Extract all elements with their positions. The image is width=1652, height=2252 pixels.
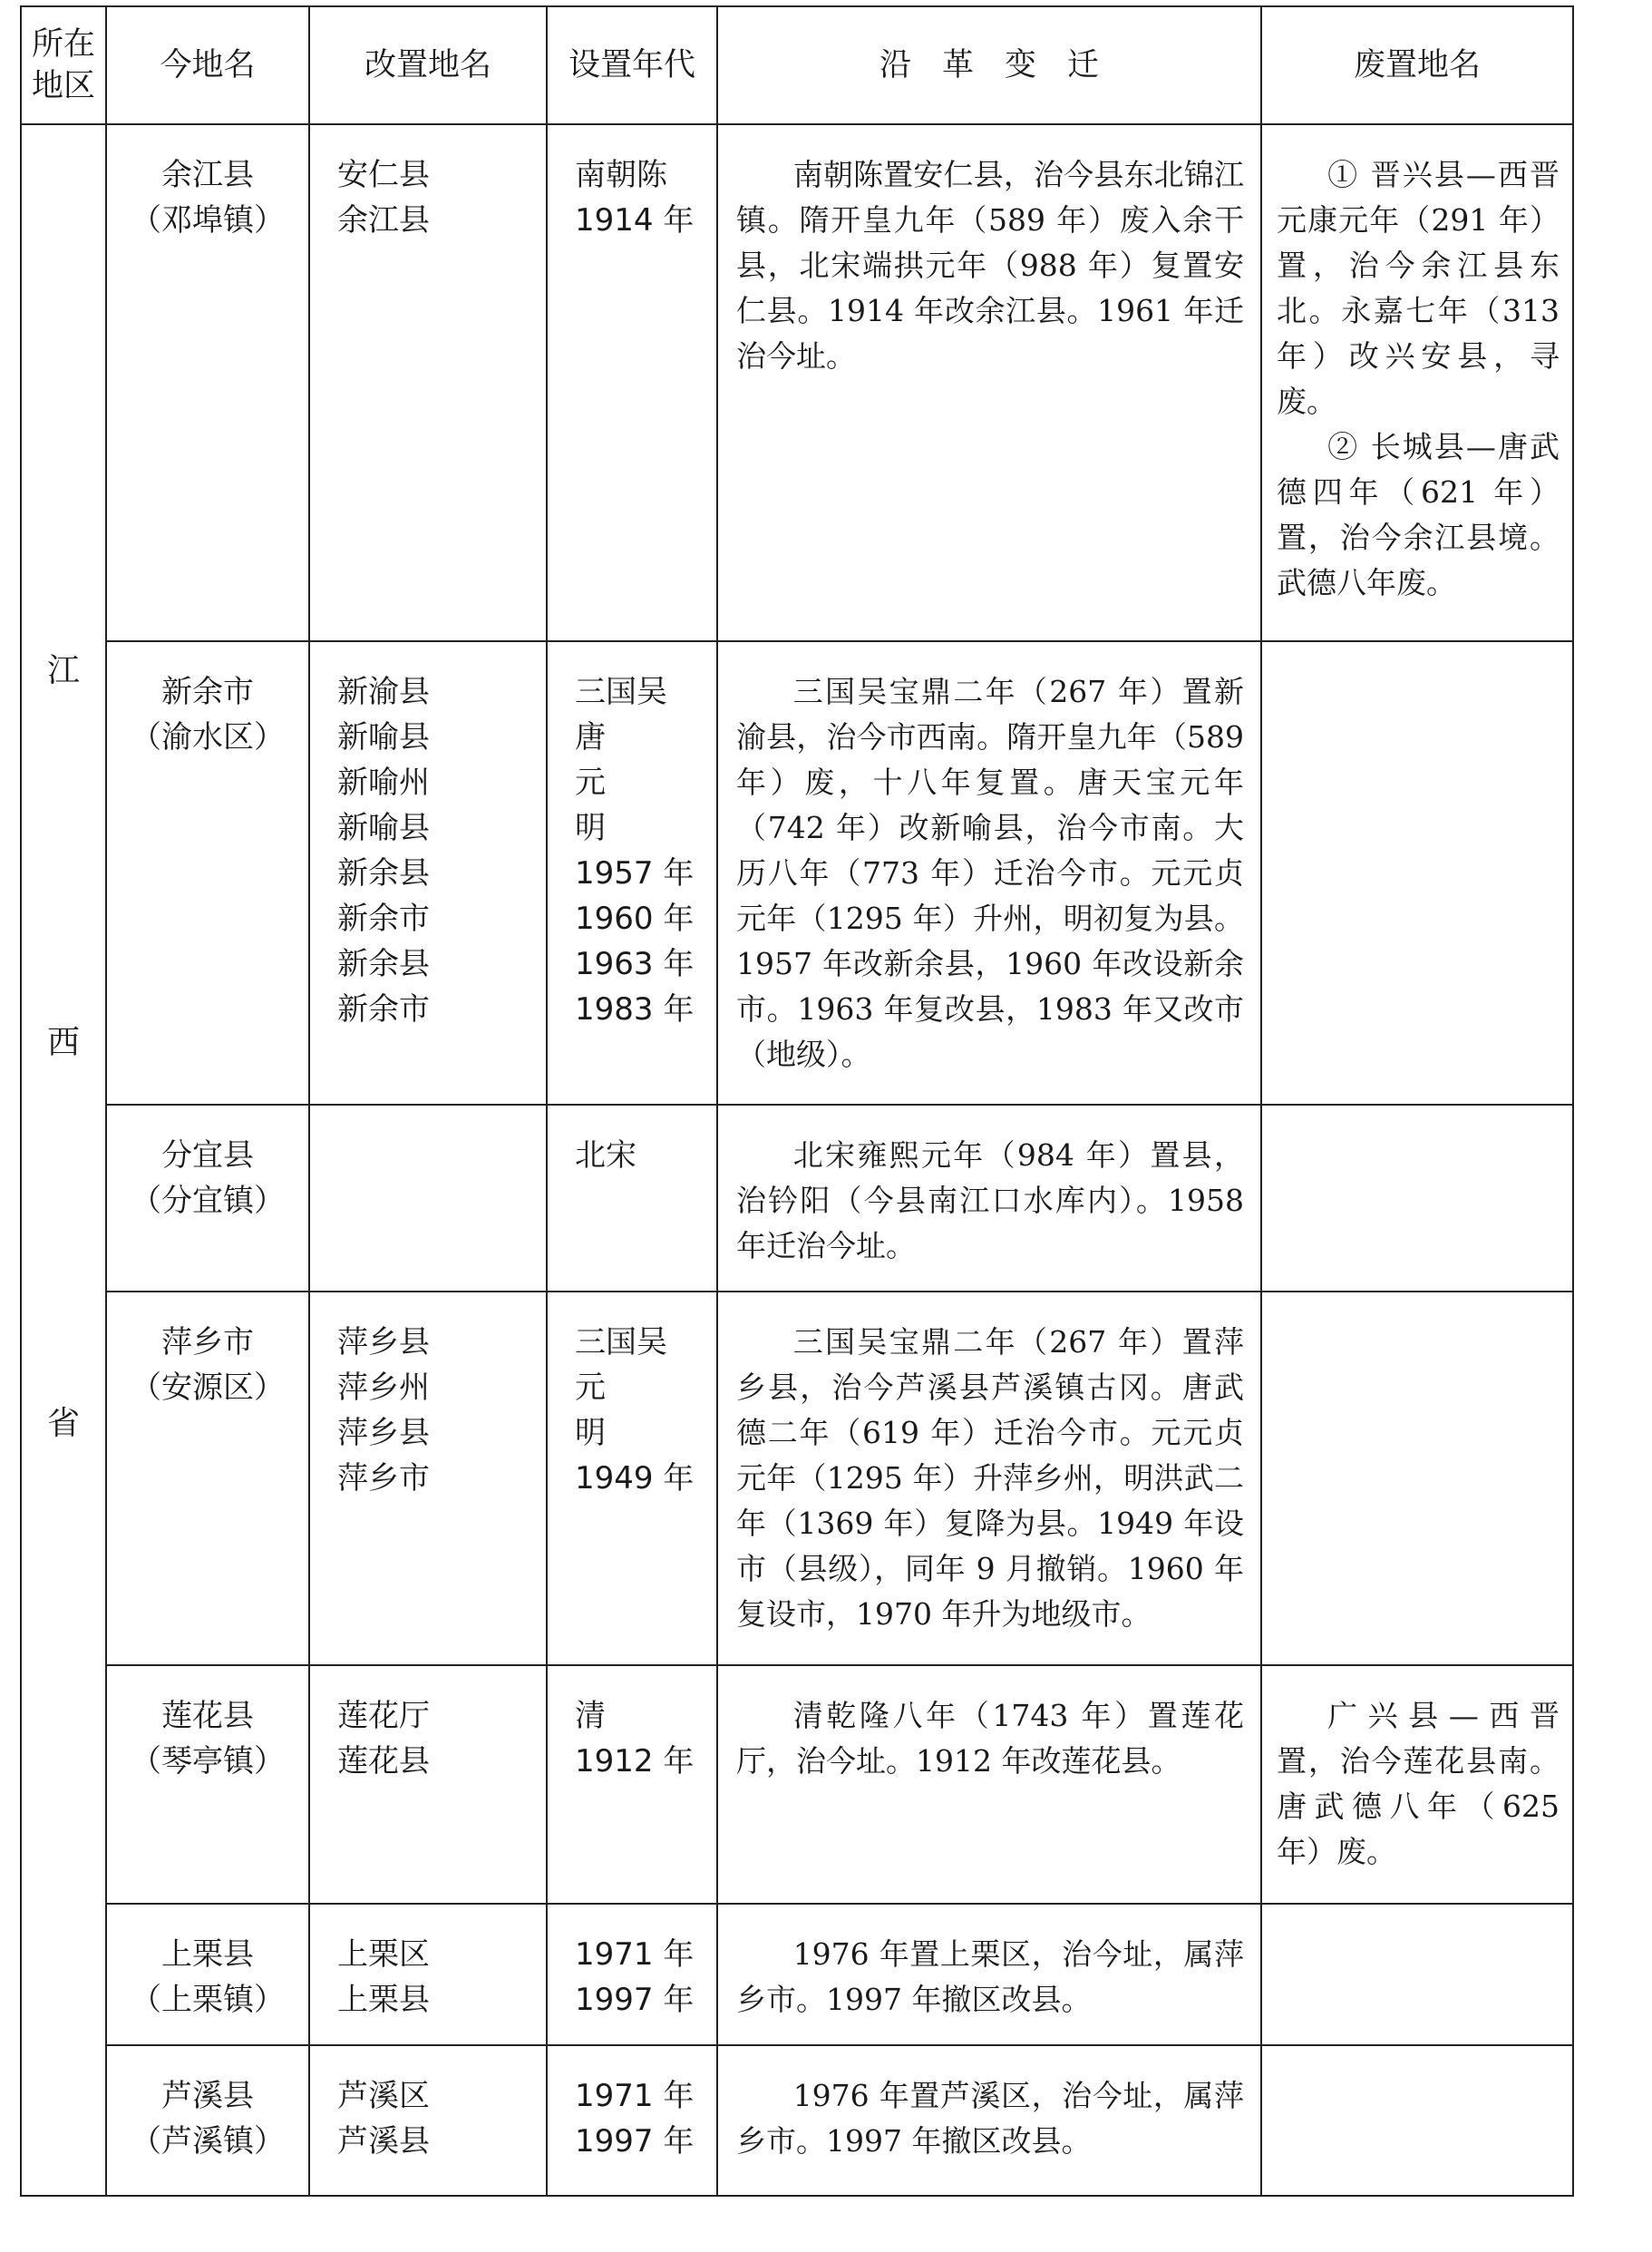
established-line: 元 xyxy=(575,765,606,802)
current-name-line: 余江县 xyxy=(161,157,254,193)
established-line: 北宋 xyxy=(575,1136,637,1174)
renamed-line: 萍乡县 xyxy=(337,1324,430,1361)
renamed-line: 萍乡县 xyxy=(337,1415,430,1452)
abolished-entry: ① 晋兴县—西晋元康元年（291 年）置，治今余江县东北。永嘉七年（313 年）改兴安县，寻废。 xyxy=(1277,157,1560,419)
history-cell xyxy=(717,1292,1261,1665)
renamed-line: 安仁县 xyxy=(337,157,430,193)
established-line: 1983 年 xyxy=(575,991,695,1029)
renamed-cell xyxy=(309,1105,547,1292)
renamed-cell xyxy=(309,124,547,641)
abolished-cell xyxy=(1261,1292,1573,1665)
history-cell xyxy=(717,1665,1261,1903)
history-cell xyxy=(717,641,1261,1104)
header-established xyxy=(547,6,717,124)
current-name-cell xyxy=(106,641,309,1104)
current-name-line: 上栗县 xyxy=(161,1935,254,1973)
established-line: 唐 xyxy=(575,719,606,756)
header-abolished xyxy=(1261,6,1573,124)
abolished-cell xyxy=(1261,1904,1573,2045)
current-name-line: 分宜县 xyxy=(161,1136,254,1174)
renamed-line: 新余县 xyxy=(337,946,430,983)
renamed-line: 新余市 xyxy=(337,901,430,938)
abolished-cell xyxy=(1261,641,1573,1104)
established-line: 1949 年 xyxy=(575,1460,695,1497)
established-line: 1997 年 xyxy=(575,2122,695,2159)
renamed-line: 新渝县 xyxy=(337,674,430,711)
established-cell xyxy=(547,1665,717,1903)
current-name-cell xyxy=(106,1904,309,2045)
current-name-line: 新余市 xyxy=(161,674,254,711)
current-name-line: （渝水区） xyxy=(131,719,285,756)
renamed-cell xyxy=(309,1904,547,2045)
renamed-line: 余江县 xyxy=(337,202,430,239)
table-row xyxy=(21,641,1573,1104)
region-char: 省 xyxy=(46,1405,80,1442)
established-cell xyxy=(547,1904,717,2045)
gazetteer-table xyxy=(20,5,1574,2197)
abolished-cell xyxy=(1261,2045,1573,2196)
header-region xyxy=(21,6,106,124)
current-name-line: 芦溪县 xyxy=(161,2077,254,2114)
abolished-entry: 广兴县—西晋置，治今莲花县南。唐武德八年（625 年）废。 xyxy=(1277,1698,1560,1870)
history-cell xyxy=(717,1105,1261,1292)
renamed-line: 莲花厅 xyxy=(337,1698,430,1735)
header-current-name xyxy=(106,6,309,124)
current-name-cell xyxy=(106,124,309,641)
renamed-cell xyxy=(309,641,547,1104)
renamed-line: 萍乡市 xyxy=(337,1460,430,1497)
header-abolished-text: 废置地名 xyxy=(1353,47,1481,83)
current-name-cell xyxy=(106,1665,309,1903)
history-text: 1976 年置上栗区，治今址，属萍乡市。1997 年撤区改县。 xyxy=(736,1935,1244,2017)
established-line: 1960 年 xyxy=(575,901,695,938)
renamed-cell xyxy=(309,1292,547,1665)
current-name-cell xyxy=(106,2045,309,2196)
history-text: 清乾隆八年（1743 年）置莲花厅，治今址。1912 年改莲花县。 xyxy=(736,1698,1244,1779)
established-line: 1957 年 xyxy=(575,855,695,892)
renamed-line: 新余市 xyxy=(337,991,430,1029)
current-name-line: （上栗镇） xyxy=(131,1981,285,2018)
abolished-cell xyxy=(1261,1105,1573,1292)
established-line: 1997 年 xyxy=(575,1981,695,2018)
table-row xyxy=(21,1292,1573,1665)
region-label xyxy=(22,125,105,2195)
renamed-line: 新喻县 xyxy=(337,719,430,756)
header-established-text: 设置年代 xyxy=(568,47,695,83)
renamed-line: 上栗区 xyxy=(337,1935,430,1973)
established-line: 南朝陈 xyxy=(575,157,667,193)
current-name-line: （邓埠镇） xyxy=(131,202,285,239)
renamed-cell xyxy=(309,2045,547,2196)
header-renamed-text: 改置地名 xyxy=(364,47,491,83)
region-char: 江 xyxy=(46,652,80,689)
established-cell xyxy=(547,124,717,641)
table-row xyxy=(21,1904,1573,2045)
established-cell xyxy=(547,2045,717,2196)
history-text: 南朝陈置安仁县，治今县东北锦江镇。隋开皇九年（589 年）废入余干县，北宋端拱元年（988 年）复置安仁县。1914 年改余江县。1961 年迁治今址。 xyxy=(736,157,1244,374)
region-char: 西 xyxy=(46,1024,80,1061)
region-cell xyxy=(21,124,106,2196)
table-row xyxy=(21,1105,1573,1292)
renamed-line: 上栗县 xyxy=(337,1981,430,2018)
abolished-cell xyxy=(1261,1665,1573,1903)
history-text: 1976 年置芦溪区，治今址，属萍乡市。1997 年撤区改县。 xyxy=(736,2077,1244,2159)
history-text: 北宋雍熙元年（984 年）置县，治钤阳（今县南江口水库内）。1958 年迁治今址。 xyxy=(736,1136,1244,1263)
table-row xyxy=(21,1665,1573,1903)
established-cell xyxy=(547,641,717,1104)
table-row xyxy=(21,124,1573,641)
renamed-cell xyxy=(309,1665,547,1903)
history-cell xyxy=(717,1904,1261,2045)
established-line: 元 xyxy=(575,1370,606,1407)
established-line: 1912 年 xyxy=(575,1743,695,1780)
current-name-line: （分宜镇） xyxy=(131,1182,285,1219)
established-line: 清 xyxy=(575,1698,606,1735)
renamed-line: 新喻县 xyxy=(337,810,430,847)
header-history xyxy=(717,6,1261,124)
header-row xyxy=(21,6,1573,124)
history-text: 三国吴宝鼎二年（267 年）置萍乡县，治今芦溪县芦溪镇古冈。唐武德二年（619 年）迁治今市。元元贞元年（1295 年）升萍乡州，明洪武二年（1369 年）复降为县。1949 年设市（县级），同年 9 月撤销。1960 年复设市，1970 年升为地级市。 xyxy=(736,1324,1244,1633)
established-line: 1963 年 xyxy=(575,946,695,983)
renamed-line: 芦溪县 xyxy=(337,2122,430,2159)
header-history-text: 沿革变迁 xyxy=(879,47,1130,83)
current-name-line: （琴亭镇） xyxy=(131,1743,285,1780)
established-line: 明 xyxy=(575,1415,606,1452)
established-line: 1971 年 xyxy=(575,1935,695,1973)
established-cell xyxy=(547,1292,717,1665)
abolished-entry: ② 长城县—唐武德四年（621 年）置，治今余江县境。武德八年废。 xyxy=(1277,429,1560,600)
header-current-name-text: 今地名 xyxy=(160,47,256,83)
current-name-line: （芦溪镇） xyxy=(131,2122,285,2159)
current-name-line: （安源区） xyxy=(131,1370,285,1407)
renamed-line: 新余县 xyxy=(337,855,430,892)
abolished-cell xyxy=(1261,124,1573,641)
header-renamed xyxy=(309,6,547,124)
established-line: 三国吴 xyxy=(575,1324,667,1361)
history-text: 三国吴宝鼎二年（267 年）置新渝县，治今市西南。隋开皇九年（589 年）废，十八年复置。唐天宝元年（742 年）改新喻县，治今市南。大历八年（773 年）迁治今市。元元贞元年（1295 年）升州，明初复为县。1957 年改新余县，1960 年改设新余市。1963 年复改县，1983 年又改市（地级）。 xyxy=(736,674,1244,1073)
current-name-cell xyxy=(106,1292,309,1665)
established-line: 1971 年 xyxy=(575,2077,695,2114)
renamed-line: 新喻州 xyxy=(337,765,430,802)
history-cell xyxy=(717,124,1261,641)
renamed-line: 芦溪区 xyxy=(337,2077,430,2114)
header-region-line-1: 所在 xyxy=(31,26,95,63)
renamed-line: 莲花县 xyxy=(337,1743,430,1780)
established-line: 明 xyxy=(575,810,606,847)
established-line: 三国吴 xyxy=(575,674,667,711)
current-name-cell xyxy=(106,1105,309,1292)
table-row xyxy=(21,2045,1573,2196)
established-cell xyxy=(547,1105,717,1292)
header-region-line-2: 地区 xyxy=(31,68,95,104)
current-name-line: 莲花县 xyxy=(161,1698,254,1735)
established-line: 1914 年 xyxy=(575,202,695,239)
history-cell xyxy=(717,2045,1261,2196)
renamed-line: 萍乡州 xyxy=(337,1370,430,1407)
current-name-line: 萍乡市 xyxy=(161,1324,254,1361)
